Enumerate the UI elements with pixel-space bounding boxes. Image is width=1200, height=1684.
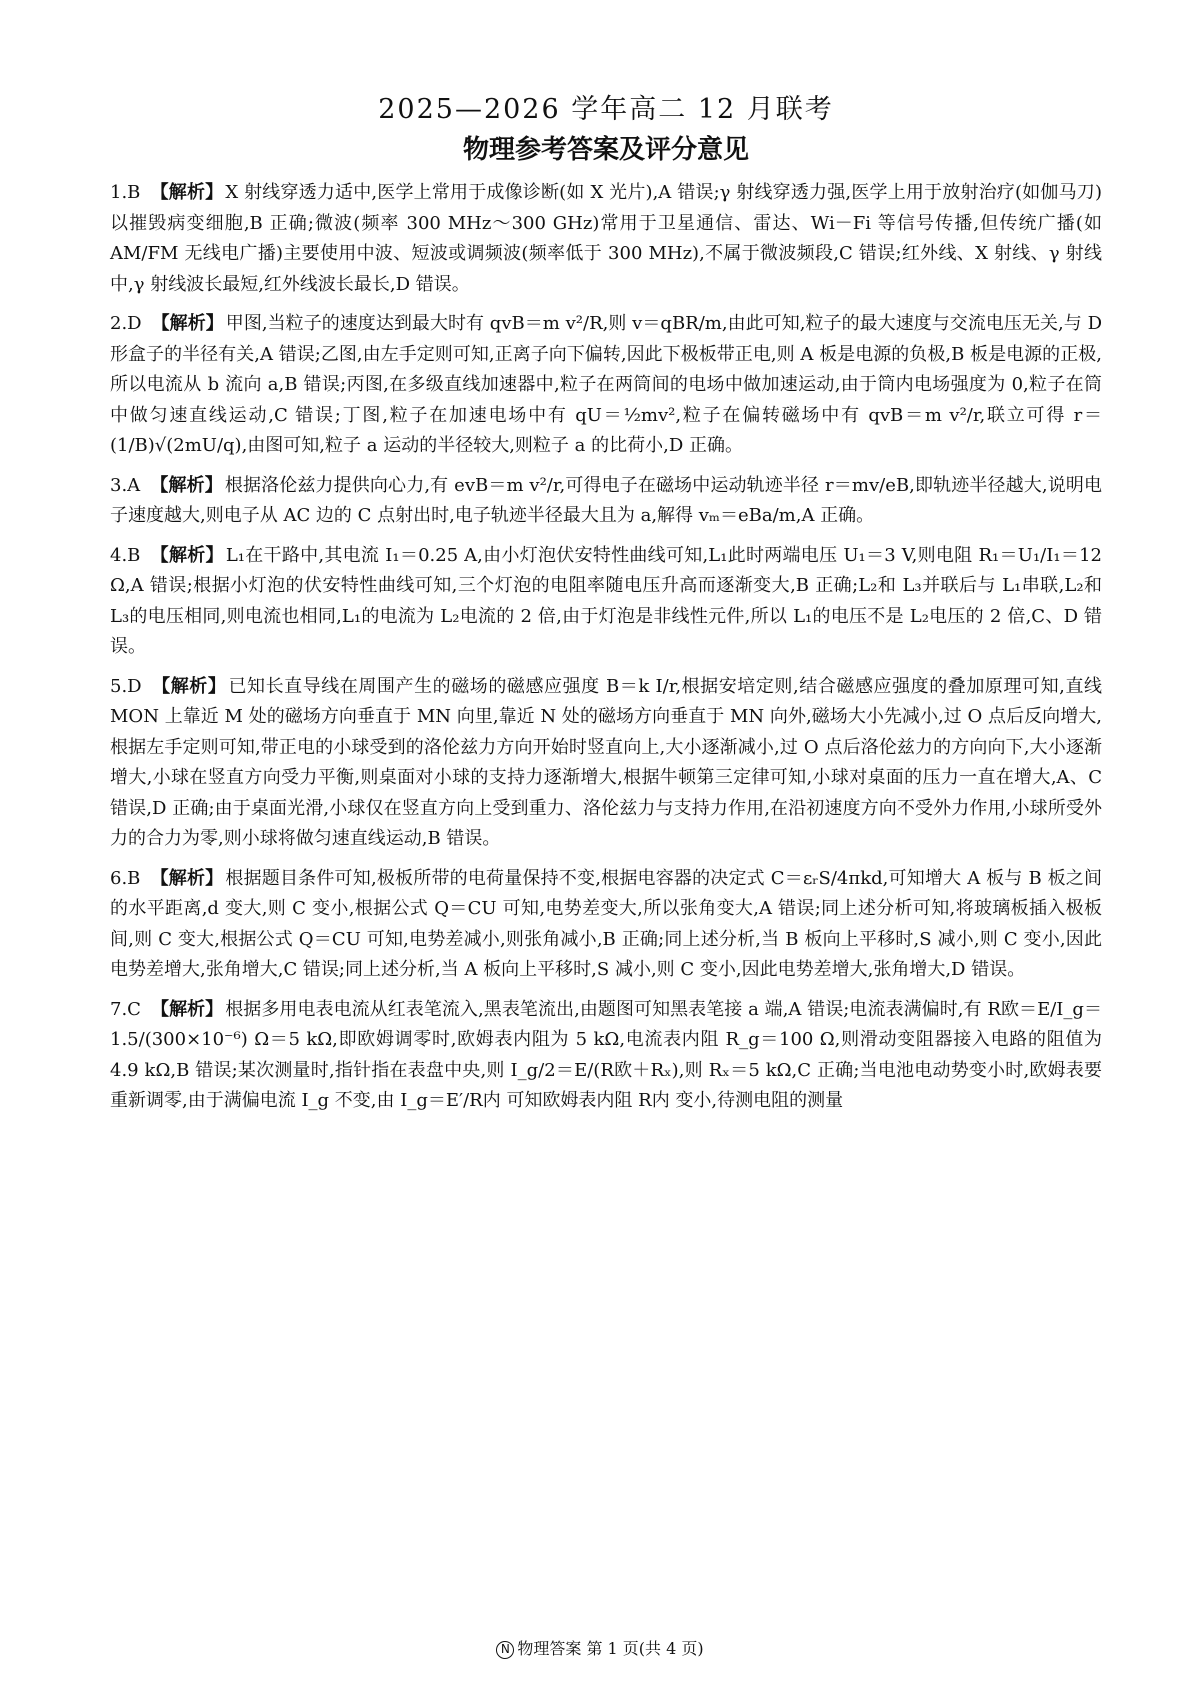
- answer-number: 5.D: [110, 675, 142, 697]
- analysis-tag: 【解析】: [150, 474, 223, 496]
- answer-item: [110, 541, 1102, 663]
- answer-number: 2.D: [110, 313, 142, 334]
- answer-text: 已知长直导线在周围产生的磁场的磁感应强度 B＝k I/r,根据安培定则,结合磁感应强度的叠加原理可知,直线 MON 上靠近 M 处的磁场方向垂直于 MN 向里,靠近 N 处的磁场方向垂直于 MN 向外,磁场大小先减小,过 O 点后反向增大,根据左手定则可知,带正电的小球受到的洛伦兹力方向开始时竖直向上,大小逐渐减小,过 O 点后洛伦兹力的方向向下,大小逐渐增大,小球在竖直方向受力平衡,则桌面对小球的支持力逐渐增大,根据牛顿第三定律可知,小球对桌面的压力一直在增大,A、C 错误,D 正确;由于桌面光滑,小球仅在竖直方向上受到重力、洛伦兹力与支持力作用,在沿初速度方向不受外力作用,小球所受外力的合力为零,则小球将做匀速直线运动,B 错误。: [110, 675, 1103, 849]
- analysis-tag: 【解析】: [151, 675, 227, 697]
- answer-item: [110, 471, 1102, 532]
- answer-text: 根据多用电表电流从红表笔流入,黑表笔流出,由题图可知黑表笔接 a 端,A 错误;电流表满偏时,有 R欧＝E/I_g＝1.5/(300×10⁻⁶) Ω＝5 kΩ,即欧姆调零时,欧姆表内阻为 5 kΩ,电流表内阻 R_g＝100 Ω,则滑动变阻器接入电路的阻值为 4.9 kΩ,B 错误;某次测量时,指针指在表盘中央,则 I_g/2＝E/(R欧＋Rₓ),则 Rₓ＝5 kΩ,C 正确;当电池电动势变小时,欧姆表要重新调零,由于满偏电流 I_g 不变,由 I_g＝E′/R内 可知欧姆表内阻 R内 变小,待测电阻的测量: [110, 998, 1102, 1111]
- answer-text: 根据题目条件可知,极板所带的电荷量保持不变,根据电容器的决定式 C＝εᵣS/4πkd,可知增大 A 板与 B 板之间的水平距离,d 变大,则 C 变小,根据公式 Q＝CU 可知,电势差变大,所以张角变大,A 错误;同上述分析可知,将玻璃板插入极板间,则 C 变大,根据公式 Q＝CU 可知,电势差减小,则张角减小,B 正确;同上述分析,当 B 板向上平移时,S 减小,则 C 变小,因此电势差增大,张角增大,C 错误;同上述分析,当 A 板向上平移时,S 减小,则 C 变小,因此电势差增大,张角增大,D 错误。: [110, 867, 1103, 980]
- answer-number: 1.B: [110, 182, 141, 203]
- answer-number: 3.A: [110, 474, 141, 496]
- answer-text: X 射线穿透力适中,医学上常用于成像诊断(如 X 光片),A 错误;γ 射线穿透力强,医学上用于放射治疗(如伽马刀)以摧毁病变细胞,B 正确;微波(频率 300 MHz～300 GHz)常用于卫星通信、雷达、Wi－Fi 等信号传播,但传统广播(如 AM/FM 无线电广播)主要使用中波、短波或调频波(频率低于 300 MHz),不属于微波频段,C 错误;红外线、X 射线、γ 射线中,γ 射线波长最短,红外线波长最长,D 错误。: [110, 182, 1102, 295]
- answer-number: 7.C: [110, 998, 141, 1020]
- answer-item: [110, 864, 1102, 986]
- answer-text: 根据洛伦兹力提供向心力,有 evB＝m v²/r,可得电子在磁场中运动轨迹半径 r＝mv/eB,即轨迹半径越大,说明电子速度越大,则电子从 AC 边的 C 点射出时,电子轨迹半径最大且为 a,解得 vₘ＝eBa/m,A 正确。: [110, 474, 1103, 526]
- analysis-tag: 【解析】: [150, 867, 224, 889]
- page-footer: [0, 1638, 1200, 1660]
- answer-item: [110, 178, 1102, 300]
- exam-title: 2025—2026 学年高二 12 月联考: [378, 94, 834, 125]
- analysis-tag: 【解析】: [150, 182, 224, 203]
- answer-text: L₁在干路中,其电流 I₁＝0.25 A,由小灯泡伏安特性曲线可知,L₁此时两端电压 U₁＝3 V,则电阻 R₁＝U₁/I₁＝12 Ω,A 错误;根据小灯泡的伏安特性曲线可知,三个灯泡的电阻率随电压升高而逐渐变大,B 正确;L₂和 L₃并联后与 L₁串联,L₂和 L₃的电压相同,则电流也相同,L₁的电流为 L₂电流的 2 倍,由于灯泡是非线性元件,所以 L₁的电压不是 L₂电压的 2 倍,C、D 错误。: [110, 544, 1103, 657]
- answer-item: [110, 672, 1102, 855]
- answer-item: [110, 309, 1102, 462]
- n-circle-icon: N: [496, 1641, 514, 1659]
- answer-number: 4.B: [110, 544, 141, 566]
- analysis-tag: 【解析】: [150, 544, 224, 566]
- answer-number: 6.B: [110, 867, 141, 889]
- document-subtitle: 物理参考答案及评分意见: [462, 135, 749, 165]
- analysis-tag: 【解析】: [150, 998, 224, 1020]
- answer-item: [110, 995, 1102, 1117]
- answer-text: 甲图,当粒子的速度达到最大时有 qvB＝m v²/R,则 v＝qBR/m,由此可知,粒子的最大速度与交流电压无关,与 D 形盒子的半径有关,A 错误;乙图,由左手定则可知,正离子向下偏转,因此下极板带正电,则 A 板是电源的负极,B 板是电源的正极,所以电流从 b 流向 a,B 错误;丙图,在多级直线加速器中,粒子在两筒间的电场中做加速运动,由于筒内电场强度为 0,粒子在筒中做匀速直线运动,C 错误;丁图,粒子在加速电场中有 qU＝½mv²,粒子在偏转磁场中有 qvB＝m v²/r,联立可得 r＝(1/B)√(2mU/q),由图可知,粒子 a 运动的半径较大,则粒子 a 的比荷小,D 正确。: [110, 313, 1102, 456]
- page-number-text: 物理答案 第 1 页(共 4 页): [517, 1639, 704, 1658]
- analysis-tag: 【解析】: [151, 313, 224, 334]
